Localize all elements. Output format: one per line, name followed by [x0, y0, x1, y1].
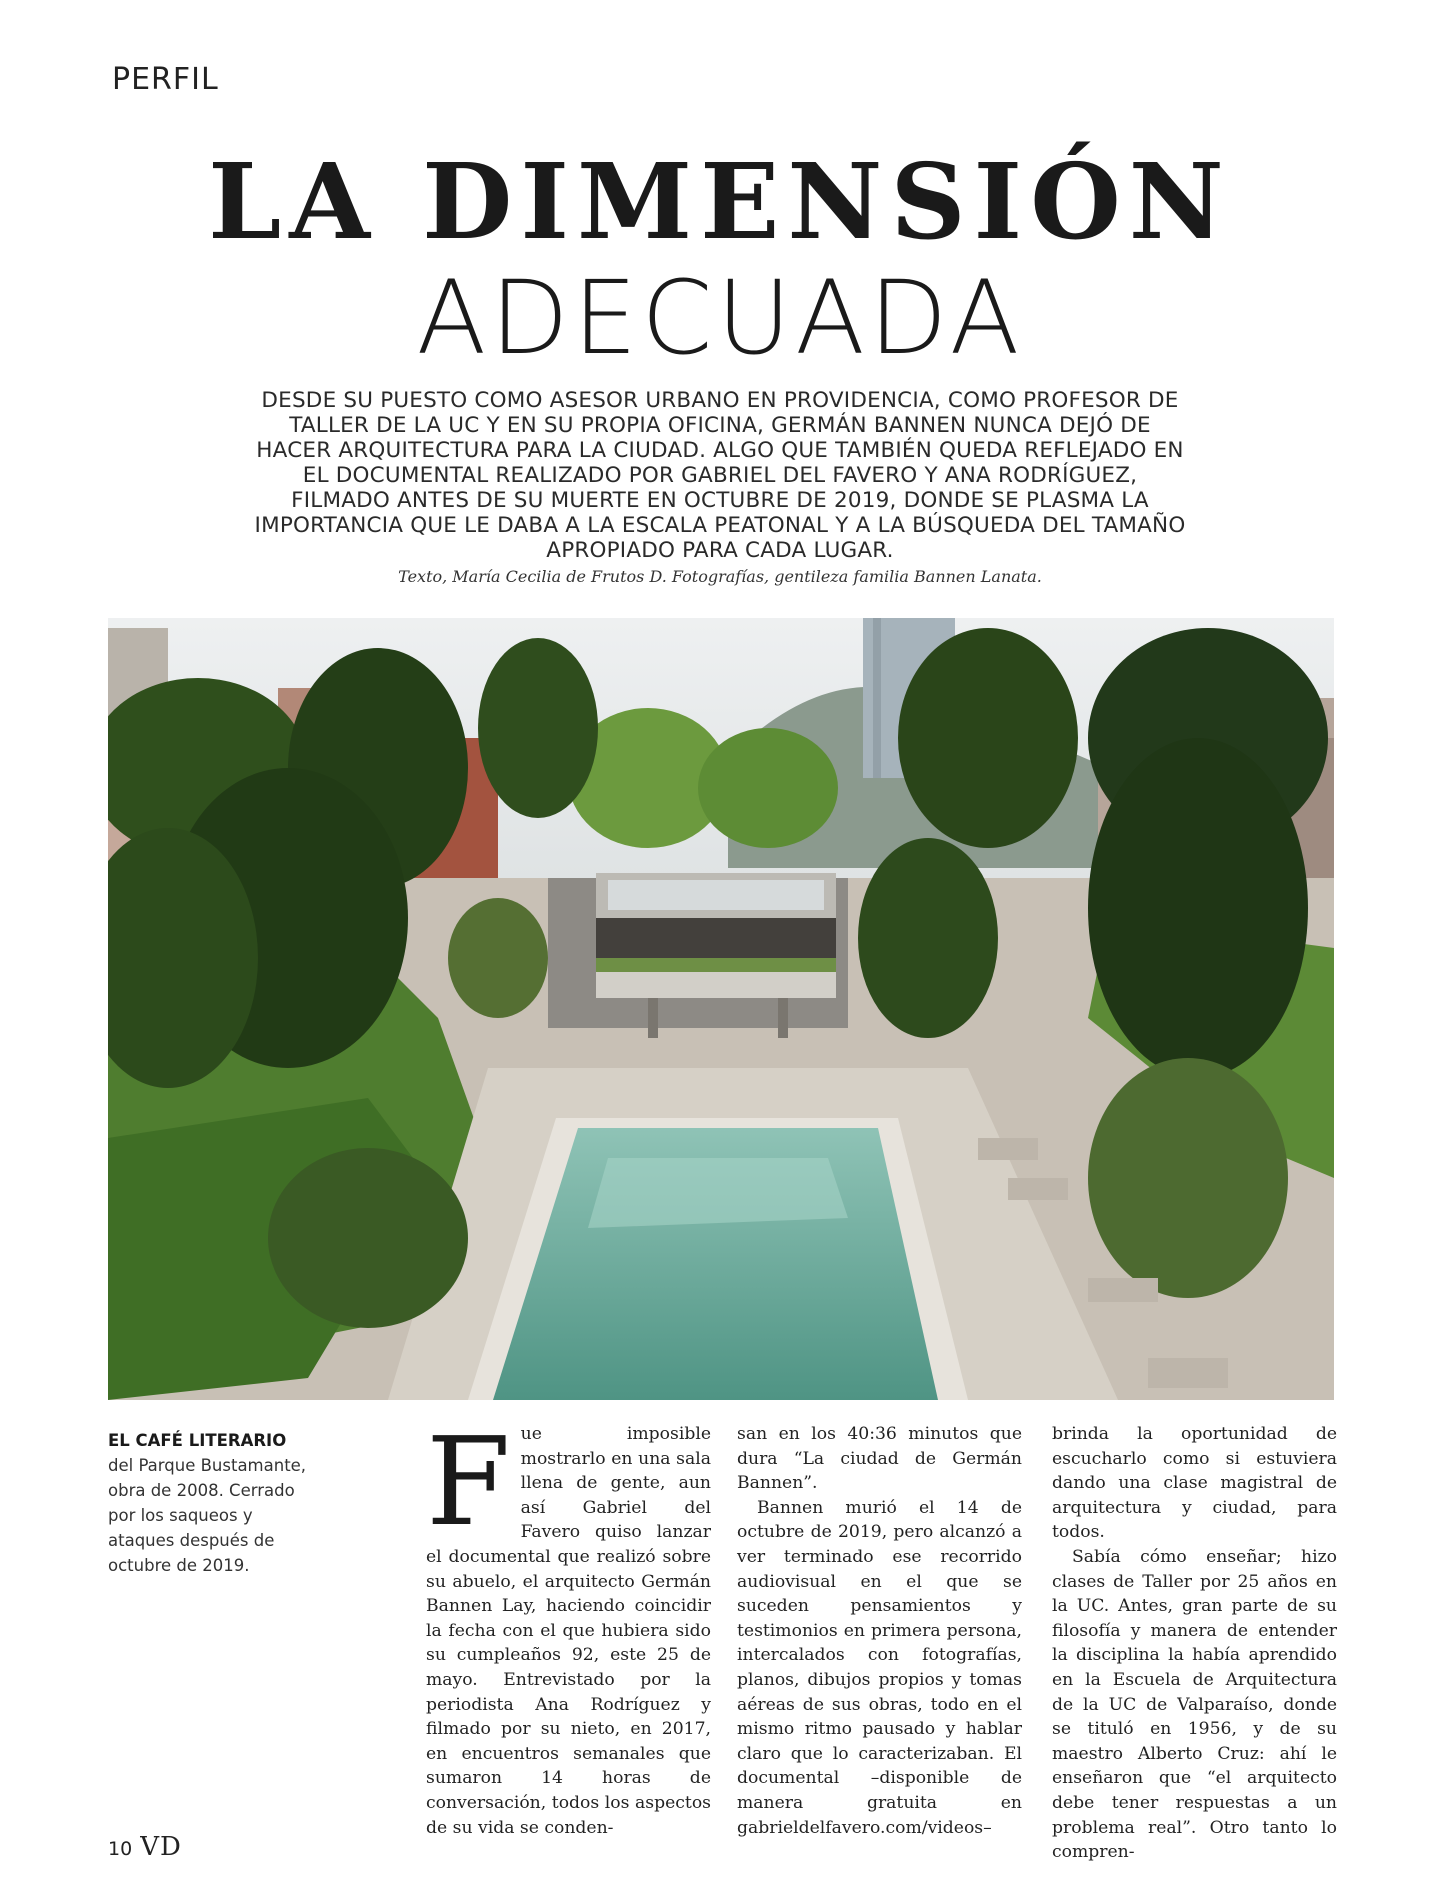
body-paragraph: Bannen murió el 14 de octubre de 2019, pero alcanzó a ver terminado ese recorrido audiovisual en el que se suceden pensamientos y testimonios en primera persona, intercalados con fotografías, planos, dibujos propios y tomas aéreas de sus obras, todo en el mismo ritmo pausado y hablar claro que lo caracterizaban. El documental –disponible de manera gratuita en gabrieldelfavero.com/videos– — [737, 1497, 1022, 1838]
section-label: PERFIL — [112, 62, 219, 97]
lede-paragraph: DESDE SU PUESTO COMO ASESOR URBANO EN PROVIDENCIA, COMO PROFESOR DE TALLER DE LA UC Y EN SU PROPIA OFICINA, GERMÁN BANNEN NUNCA DEJÓ DE HACER ARQUITECTURA PARA LA CIUDAD. ALGO QUE TAMBIÉN QUEDA REFLEJADO EN EL DOCUMENTAL REALIZADO POR GABRIEL DEL FAVERO Y ANA RODRÍGUEZ, FILMADO ANTES DE SU MUERTE EN OCTUBRE DE 2019, DONDE SE PLASMA LA IMPORTANCIA QUE LE DABA A LA ESCALA PEATONAL Y A LA BÚSQUEDA DEL TAMAÑO APROPIADO PARA CADA LUGAR. — [254, 388, 1186, 563]
body-column-1 — [426, 1411, 711, 1840]
body-paragraph: brinda la oportunidad de escucharlo como si estuviera dando una clase magistral de arquitectura y ciudad, para todos. — [1052, 1424, 1337, 1543]
headline-line-2: ADECUADA — [416, 259, 1024, 378]
caption-title: EL CAFÉ LITERARIO — [108, 1431, 287, 1450]
magazine-logo: VD — [140, 1832, 182, 1862]
caption-text: del Parque Bustamante, obra de 2008. Cerrado por los saqueos y ataques después de octubre de 2019. — [108, 1456, 307, 1575]
page-number: 10 — [108, 1838, 133, 1860]
drop-cap: F — [426, 1411, 511, 1553]
body-paragraph: ue imposible mostrarlo en una sala llena de gente, aun así Gabriel del Favero quiso lanzar el documental que realizó sobre su abuelo, el arquitecto Germán Bannen Lay, haciendo coincidir la fecha con el que hubiera sido su cumpleaños 92, este 25 de mayo. Entrevistado por la periodista Ana Rodríguez y filmado por su nieto, en 2017, en encuentros semanales que sumaron 14 horas de conversación, todos los aspectos de su vida se conden- — [426, 1424, 711, 1838]
aerial-park-illustration — [108, 618, 1334, 1400]
headline-line-1: LA DIMENSIÓN — [208, 140, 1232, 263]
body-column-2 — [737, 1422, 1022, 1840]
photo-credits: Texto, María Cecilia de Frutos D. Fotografías, gentileza familia Bannen Lanata. — [398, 567, 1042, 586]
body-column-3 — [1052, 1422, 1337, 1865]
page-folio — [108, 1832, 182, 1862]
photo-caption — [108, 1428, 308, 1578]
body-paragraph: san en los 40:36 minutos que dura “La ciudad de Germán Bannen”. — [737, 1424, 1022, 1494]
park-cafe-photo — [108, 618, 1334, 1400]
body-paragraph: Sabía cómo enseñar; hizo clases de Taller por 25 años en la UC. Antes, gran parte de su filosofía y manera de entender la disciplina la había aprendido en la Escuela de Arquitectura de la UC de Valparaíso, donde se tituló en 1956, y de su maestro Alberto Cruz: ahí le enseñaron que “el arquitecto debe tener respuestas a un problema real”. Otro tanto lo compren- — [1052, 1546, 1337, 1863]
